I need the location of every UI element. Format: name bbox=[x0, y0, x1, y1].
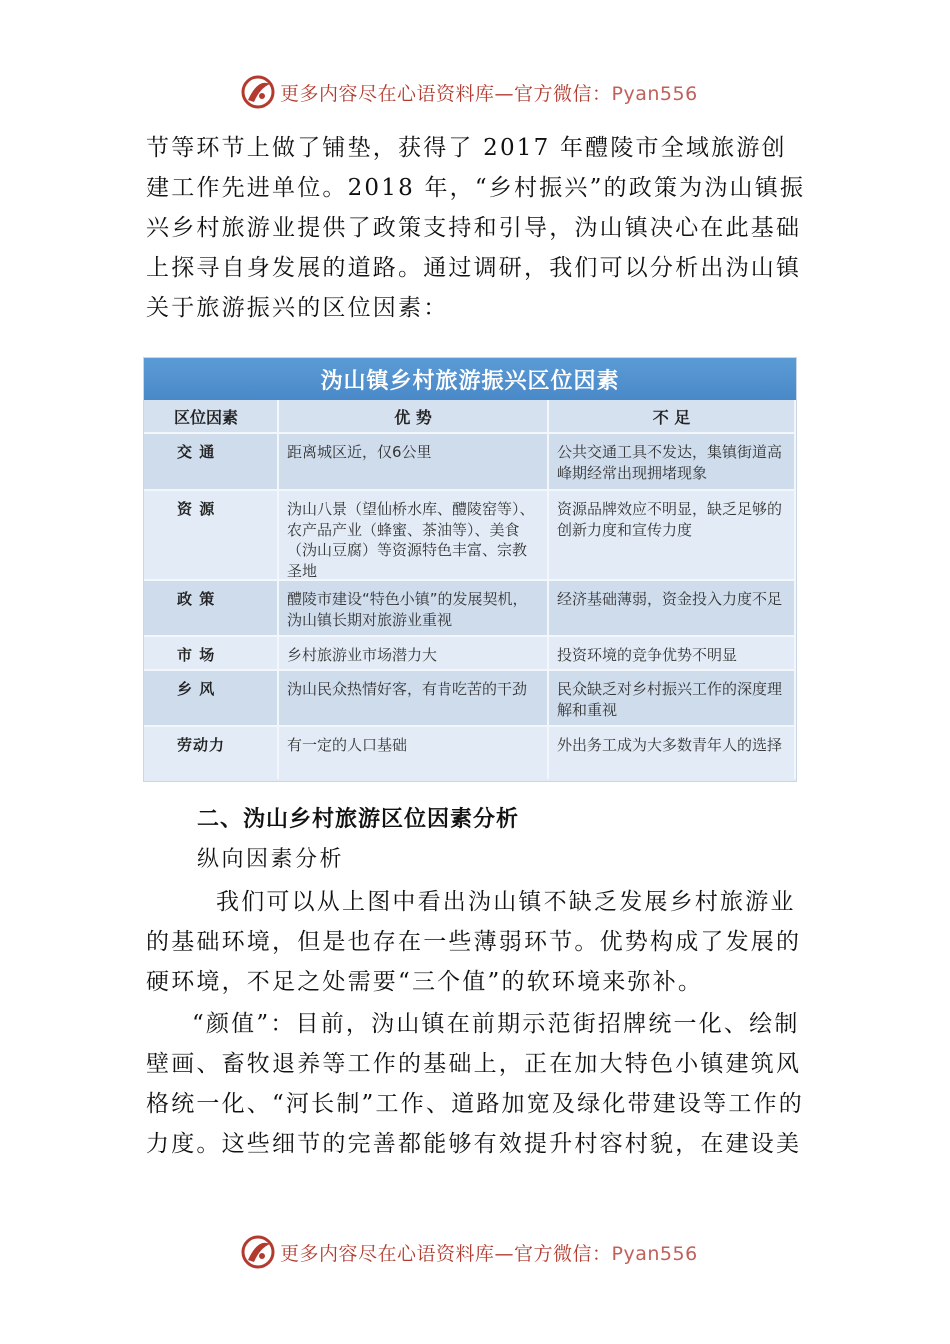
logo-icon bbox=[240, 1234, 276, 1270]
header-weakness: 不 足 bbox=[549, 400, 796, 432]
body-paragraph: 我们可以从上图中看出沩山镇不缺乏发展乡村旅游业的基础环境，但是也存在一些薄弱环节。优势构成了发展的硬环境，不足之处需要“三个值”的软环境来弥补。 bbox=[146, 889, 802, 995]
row-factor: 政 策 bbox=[144, 581, 279, 635]
table-row bbox=[144, 635, 796, 669]
table-row bbox=[144, 432, 796, 489]
section-heading: 二、沩山乡村旅游区位因素分析 bbox=[197, 807, 520, 832]
row-weakness: 外出务工成为大多数青年人的选择 bbox=[549, 727, 796, 779]
table-title: 沩山镇乡村旅游振兴区位因素 bbox=[144, 358, 796, 400]
row-factor: 劳动力 bbox=[144, 727, 279, 779]
watermark-text: 更多内容尽在心语资料库—官方微信：Pyan556 bbox=[280, 82, 698, 105]
row-advantage: 沩山民众热情好客，有肯吃苦的干劲 bbox=[279, 671, 549, 725]
row-weakness: 公共交通工具不发达，集镇街道高峰期经常出现拥堵现象 bbox=[549, 434, 796, 489]
row-advantage: 乡村旅游业市场潜力大 bbox=[279, 637, 549, 671]
table-row bbox=[144, 669, 796, 725]
table-row bbox=[144, 489, 796, 579]
table-row bbox=[144, 725, 796, 779]
header-watermark bbox=[240, 72, 740, 112]
footer-watermark bbox=[240, 1232, 740, 1272]
row-weakness: 资源品牌效应不明显，缺乏足够的创新力度和宣传力度 bbox=[549, 491, 796, 586]
header-factor: 区位因素 bbox=[144, 400, 279, 432]
row-advantage: 有一定的人口基础 bbox=[279, 727, 549, 779]
table-header-row bbox=[144, 400, 796, 432]
row-factor: 乡 风 bbox=[144, 671, 279, 725]
row-advantage: 距离城区近，仅6公里 bbox=[279, 434, 549, 489]
row-weakness: 投资环境的竞争优势不明显 bbox=[549, 637, 796, 671]
logo-icon bbox=[240, 74, 276, 110]
header-advantage: 优 势 bbox=[279, 400, 549, 432]
row-factor: 资 源 bbox=[144, 491, 279, 586]
body-paragraph: “颜值”：目前，沩山镇在前期示范街招牌统一化、绘制壁画、畜牧退养等工作的基础上，正在加大特色小镇建筑风格统一化、“河长制”工作、道路加宽及绿化带建设等工作的力度。这些细节的完善都能够有效提升村容村貌，在建设美 bbox=[146, 1011, 804, 1157]
row-advantage: 醴陵市建设“特色小镇”的发展契机，沩山镇长期对旅游业重视 bbox=[279, 581, 549, 635]
table-row bbox=[144, 579, 796, 635]
intro-paragraph: 节等环节上做了铺垫，获得了 2017 年醴陵市全域旅游创建工作先进单位。2018 年，“乡村振兴”的政策为沩山镇振兴乡村旅游业提供了政策支持和引导，沩山镇决心在此基础上探寻自身发展的道路。通过调研，我们可以分析出沩山镇关于旅游振兴的区位因素： bbox=[146, 135, 806, 321]
row-advantage: 沩山八景（望仙桥水库、醴陵窑等）、农产品产业（蜂蜜、茶油等）、美食（沩山豆腐）等资源特色丰富、宗教圣地 bbox=[279, 491, 549, 586]
subheading: 纵向因素分析 bbox=[197, 847, 345, 872]
row-factor: 交 通 bbox=[144, 434, 279, 489]
row-factor: 市 场 bbox=[144, 637, 279, 671]
location-factors-table bbox=[143, 357, 797, 782]
watermark-text: 更多内容尽在心语资料库—官方微信：Pyan556 bbox=[280, 1242, 698, 1265]
row-weakness: 民众缺乏对乡村振兴工作的深度理解和重视 bbox=[549, 671, 796, 725]
row-weakness: 经济基础薄弱，资金投入力度不足 bbox=[549, 581, 796, 635]
